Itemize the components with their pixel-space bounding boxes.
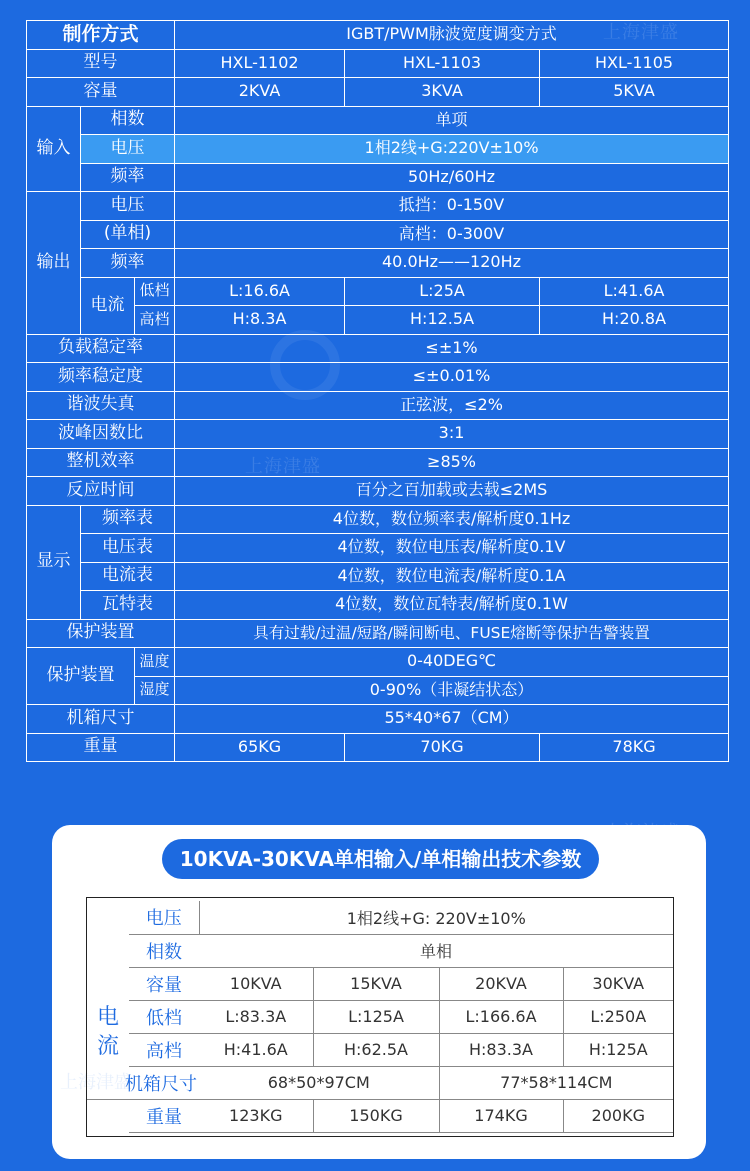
current-low-cell: L:25A <box>345 277 540 306</box>
display-row-label: 电压表 <box>81 534 175 563</box>
weight-cell: 150KG <box>313 1099 439 1132</box>
env-label: 保护装置 <box>27 648 135 705</box>
protect-value: 具有过载/过温/短路/瞬间断电、FUSE熔断等保护告警装置 <box>175 619 729 648</box>
model-cell: HXL-1102 <box>175 49 345 78</box>
case-cell: 77*58*114CM <box>439 1066 673 1099</box>
case-label: 机箱尺寸 <box>87 1066 199 1099</box>
freq-stab-value: ≤±0.01% <box>175 363 729 392</box>
display-row-label: 瓦特表 <box>81 591 175 620</box>
display-row-value: 4位数，数位电压表/解析度0.1V <box>175 534 729 563</box>
current-high-cell: H:12.5A <box>345 306 540 335</box>
weight-label: 重量 <box>129 1099 199 1132</box>
high-cell: H:83.3A <box>439 1033 563 1066</box>
weight-cell: 123KG <box>199 1099 313 1132</box>
watermark-text: 上海津盛 <box>60 1072 132 1093</box>
high-cell: H:41.6A <box>199 1033 313 1066</box>
current-high-cell: H:8.3A <box>175 306 345 335</box>
case-label: 机箱尺寸 <box>27 705 175 734</box>
capacity-cell: 30KVA <box>563 967 673 1000</box>
display-label: 显示 <box>27 505 81 619</box>
capacity-label: 容量 <box>27 78 175 107</box>
low-label: 低档 <box>129 1000 199 1033</box>
input-freq-label: 频率 <box>81 163 175 192</box>
low-cell: L:166.6A <box>439 1000 563 1033</box>
current-high-cell: H:20.8A <box>540 306 729 335</box>
case-value: 55*40*67（CM） <box>175 705 729 734</box>
current-low-cell: L:41.6A <box>540 277 729 306</box>
case-cell: 68*50*97CM <box>199 1066 439 1099</box>
watermark-text: 上海津盛 <box>245 456 321 477</box>
crest-value: 3:1 <box>175 420 729 449</box>
spec-table-frame <box>86 897 674 1137</box>
weight-label: 重量 <box>27 733 175 762</box>
temp-value: 0-40DEG℃ <box>175 648 729 677</box>
watermark-text: 上海津盛 <box>603 22 679 43</box>
voltage-label: 电压 <box>129 901 199 934</box>
input-phase-label: 相数 <box>81 106 175 135</box>
high-cell: H:125A <box>563 1033 673 1066</box>
low-cell: L:83.3A <box>199 1000 313 1033</box>
model-label: 型号 <box>27 49 175 78</box>
low-cell: L:250A <box>563 1000 673 1033</box>
resp-value: 百分之百加载或去载≤2MS <box>175 477 729 506</box>
input-label: 输入 <box>27 106 81 192</box>
capacity-label: 容量 <box>129 967 199 1000</box>
high-cell: H:62.5A <box>313 1033 439 1066</box>
current-label-char: 电 <box>96 1005 119 1031</box>
input-voltage-value: 1相2线+G:220V±10% <box>175 135 729 164</box>
weight-cell: 70KG <box>345 733 540 762</box>
output-freq-value: 40.0Hz——120Hz <box>175 249 729 278</box>
capacity-cell: 10KVA <box>199 967 313 1000</box>
spec-table-1102-1105 <box>26 20 729 762</box>
thd-value: 正弦波，≤2% <box>175 391 729 420</box>
output-voltage-label: 电压 <box>81 192 175 221</box>
capacity-cell: 15KVA <box>313 967 439 1000</box>
capacity-cell: 20KVA <box>439 967 563 1000</box>
output-voltage-sub: (单相) <box>81 220 175 249</box>
resp-label: 反应时间 <box>27 477 175 506</box>
current-high-label: 高档 <box>135 306 175 335</box>
phase-label: 相数 <box>129 934 199 967</box>
model-cell: HXL-1103 <box>345 49 540 78</box>
mode-value: IGBT/PWM脉波宽度调变方式 <box>175 21 729 50</box>
low-cell: L:125A <box>313 1000 439 1033</box>
output-voltage-low: 抵挡：0-150V <box>175 192 729 221</box>
weight-cell: 200KG <box>563 1099 673 1132</box>
thd-label: 谐波失真 <box>27 391 175 420</box>
temp-label: 温度 <box>135 648 175 677</box>
mode-label: 制作方式 <box>27 21 175 50</box>
load-reg-label: 负载稳定率 <box>27 334 175 363</box>
display-row-label: 频率表 <box>81 505 175 534</box>
capacity-cell: 2KVA <box>175 78 345 107</box>
capacity-cell: 3KVA <box>345 78 540 107</box>
humid-value: 0-90%（非凝结状态） <box>175 676 729 705</box>
spec-card-10-30kva <box>52 825 706 1159</box>
current-label <box>87 1000 129 1066</box>
phase-value: 单相 <box>199 934 673 967</box>
model-cell: HXL-1105 <box>540 49 729 78</box>
current-label-char: 流 <box>96 1034 119 1059</box>
current-low-cell: L:16.6A <box>175 277 345 306</box>
voltage-value: 1相2线+G: 220V±10% <box>199 901 673 934</box>
current-label: 电流 <box>81 277 135 334</box>
capacity-cell: 5KVA <box>540 78 729 107</box>
input-freq-value: 50Hz/60Hz <box>175 163 729 192</box>
weight-cell: 65KG <box>175 733 345 762</box>
output-label: 输出 <box>27 192 81 335</box>
protect-label: 保护装置 <box>27 619 175 648</box>
high-label: 高档 <box>129 1033 199 1066</box>
display-row-value: 4位数，数位瓦特表/解析度0.1W <box>175 591 729 620</box>
input-voltage-label: 电压 <box>81 135 175 164</box>
display-row-value: 4位数，数位电流表/解析度0.1A <box>175 562 729 591</box>
card-title: 10KVA-30KVA单相输入/单相输出技术参数 <box>162 839 599 879</box>
weight-cell: 174KG <box>439 1099 563 1132</box>
spec-table-10-30kva <box>87 901 673 1133</box>
input-phase-value: 单项 <box>175 106 729 135</box>
humid-label: 湿度 <box>135 676 175 705</box>
eff-label: 整机效率 <box>27 448 175 477</box>
display-row-value: 4位数，数位频率表/解析度0.1Hz <box>175 505 729 534</box>
output-freq-label: 频率 <box>81 249 175 278</box>
crest-label: 波峰因数比 <box>27 420 175 449</box>
output-voltage-high: 高档：0-300V <box>175 220 729 249</box>
freq-stab-label: 频率稳定度 <box>27 363 175 392</box>
load-reg-value: ≤±1% <box>175 334 729 363</box>
display-row-label: 电流表 <box>81 562 175 591</box>
eff-value: ≥85% <box>175 448 729 477</box>
weight-cell: 78KG <box>540 733 729 762</box>
current-low-label: 低档 <box>135 277 175 306</box>
